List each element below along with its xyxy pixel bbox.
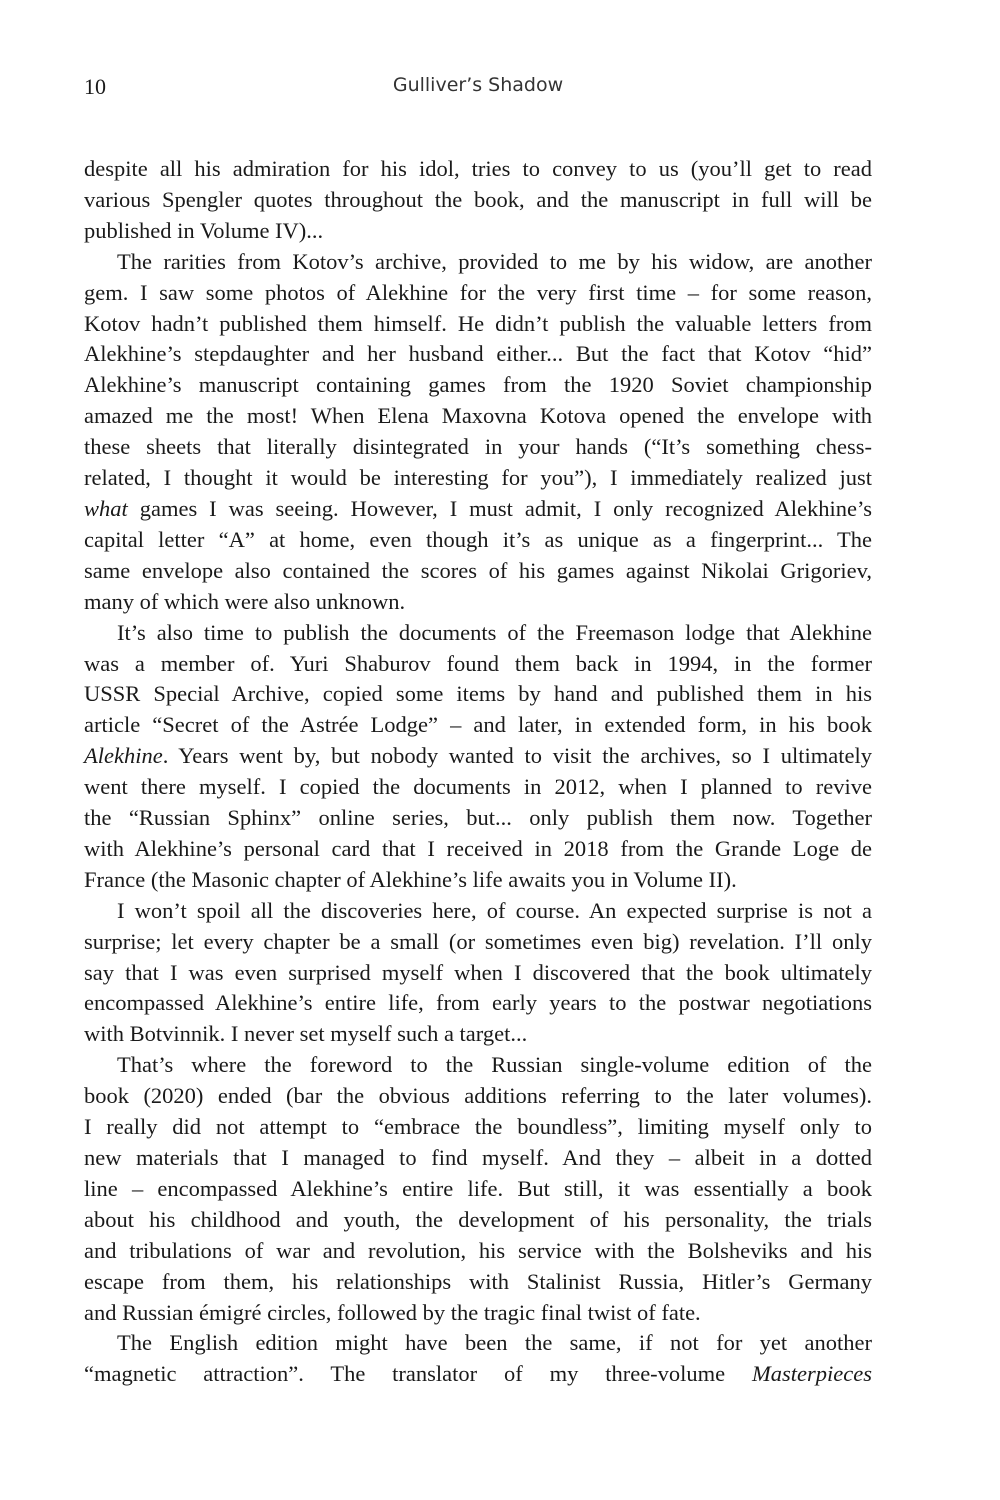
text-line: same envelope also contained the scores of his games against Nikolai Grigoriev, [84,557,872,583]
text-line: and tribulations of war and revolution, his service with the Bolsheviks and his [84,1237,872,1263]
text-line: line – encompassed Alekhine’s entire life. But still, it was essentially a book [84,1175,872,1201]
text-line: say that I was even surprised myself when I discovered that the book ultimately [84,959,872,985]
text-line: article “Secret of the Astrée Lodge” – and later, in extended form, in his book [84,712,872,738]
text-line: and Russian émigré circles, followed by the tragic final twist of fate. [84,1299,701,1325]
text-line: new materials that I managed to find myself. And they – albeit in a dotted [84,1145,872,1170]
text-line: about his childhood and youth, the development of his personality, the trials [84,1206,872,1232]
text-line: escape from them, his relationships with Stalinist Russia, Hitler’s Germany [84,1268,872,1294]
text-line: The rarities from Kotov’s archive, provided to me by his widow, are another [117,248,872,274]
text-line: published in Volume IV)... [84,217,324,243]
text-line: encompassed Alekhine’s entire life, from early years to the postwar negotiations [84,990,872,1016]
text-line: Alekhine’s manuscript containing games from the 1920 Soviet championship [84,372,872,398]
text-line: despite all his admiration for his idol, tries to convey to us (you’ll get to read [84,156,872,181]
text-line: I really did not attempt to “embrace the boundless”, limiting myself only to [84,1114,872,1140]
text-line: USSR Special Archive, copied some items by hand and published them in his [84,681,872,707]
text-line: book (2020) ended (bar the obvious additions referring to the later volumes). [84,1083,872,1109]
text-line: Kotov hadn’t published them himself. He didn’t publish the valuable letters from [84,310,872,336]
paragraph [84,154,872,247]
text-line: related, I thought it would be interesting for you”), I immediately realized just [84,465,872,491]
text-line: France (the Masonic chapter of Alekhine’s life awaits you in Volume II). [84,866,737,892]
text-line: surprise; let every chapter be a small (or sometimes even big) revelation. I’ll only [84,928,872,954]
text-line: Alekhine’s stepdaughter and her husband either... But the fact that Kotov “hid” [84,341,872,367]
text-line: these sheets that literally disintegrated in your hands (“It’s something chess- [84,434,872,460]
italic-word: Masterpieces [752,1361,872,1387]
page-header [84,74,872,106]
text-line: the “Russian Sphinx” online series, but... only publish them now. Together [84,805,872,831]
text-line: capital letter “A” at home, even though it’s as unique as a fingerprint... The [84,526,872,552]
text-line: with Alekhine’s personal card that I received in 2018 from the Grande Loge de [84,835,872,861]
paragraph [84,1050,872,1328]
text-line: went there myself. I copied the documents in 2012, when I planned to revive [84,774,872,800]
italic-word: what [84,495,128,521]
paragraph [84,618,872,896]
text-line: I won’t spoil all the discoveries here, of course. An expected surprise is not a [117,897,872,923]
text-line [84,741,872,772]
paragraph [84,1328,872,1390]
body-text [84,154,872,1390]
italic-word: Alekhine [84,743,163,769]
paragraph [84,896,872,1051]
text-line: It’s also time to publish the documents of the Freemason lodge that Alekhine [117,619,872,645]
paragraph [84,247,872,618]
text-run: “magnetic attraction”. The translator of my three-volume [84,1361,753,1387]
text-run: . Years went by, but nobody wanted to visit the archives, so I ultimately [162,743,872,769]
text-run: games I was seeing. However, I must admit, I only recognized Alekhine’s [127,495,872,521]
text-line: with Botvinnik. I never set myself such a target... [84,1021,528,1047]
text-line [84,1359,872,1390]
text-line: was a member of. Yuri Shaburov found them back in 1994, in the former [84,650,872,676]
text-line: various Spengler quotes throughout the book, and the manuscript in full will be [84,186,872,212]
text-line: amazed me the most! When Elena Maxovna Kotova opened the envelope with [84,403,872,429]
text-line: That’s where the foreword to the Russian single-volume edition of the [117,1052,872,1078]
running-head: Gulliver’s Shadow [392,74,564,96]
page-number: 10 [84,74,106,99]
text-line: many of which were also unknown. [84,588,406,614]
text-line [84,494,872,525]
text-line: The English edition might have been the same, if not for yet another [117,1330,872,1356]
text-line: gem. I saw some photos of Alekhine for the very first time – for some reason, [84,279,872,305]
